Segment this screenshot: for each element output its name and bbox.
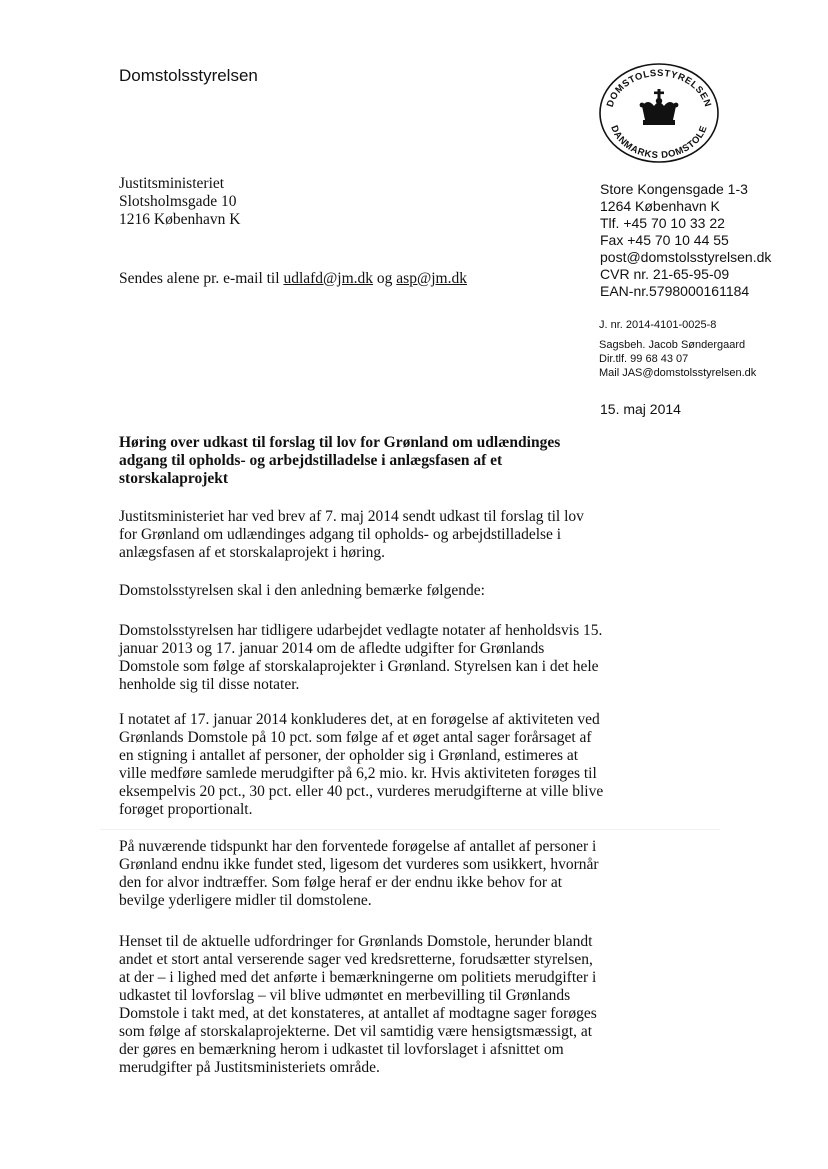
delivery-joiner: og bbox=[373, 270, 397, 287]
body-paragraph: Domstolsstyrelsen har tidligere udarbejdet vedlagte notater af henholdsvis 15. januar 2013 og 17. januar 2014 om de afledte udgifter for Grønlands Domstole som følge af storskalaprojekter i Grønland. Styrelsen kan i det hele henholde sig til disse notater. bbox=[119, 622, 603, 693]
body-paragraph: I notatet af 17. januar 2014 konkluderes det, at en forøgelse af aktiviteten ved Grønlands Domstole på 10 pct. som følge af et øget antal sager forårsaget af en stigning i antallet af personer, der opholder sig i Grønland, estimeres at ville medføre samlede merudgifter på 6,2 mio. kr. Hvis aktiviteten forøges til eksempelvis 20 pct., 30 pct. eller 40 pct., vurderes merudgifterne at ville blive forøget proportionalt. bbox=[119, 711, 604, 818]
contact-line: EAN-nr.5798000161184 bbox=[600, 283, 750, 299]
contact-line: Store Kongensgade 1-3 bbox=[600, 181, 748, 197]
recipient-address bbox=[119, 175, 240, 229]
recipient-line: 1216 København K bbox=[119, 211, 241, 228]
caseworker: Sagsbeh. Jacob Søndergaard bbox=[599, 339, 746, 351]
contact-line: post@domstolsstyrelsen.dk bbox=[600, 249, 772, 265]
sender-name: Domstolsstyrelsen bbox=[119, 66, 258, 85]
direct-phone: Dir.tlf. 99 68 43 07 bbox=[599, 353, 689, 365]
email-link-udlafd[interactable]: udlafd@jm.dk bbox=[283, 270, 374, 287]
svg-text:DOMSTOLSSTYRELSEN: DOMSTOLSSTYRELSEN bbox=[604, 67, 714, 109]
email-link-asp[interactable]: asp@jm.dk bbox=[396, 270, 467, 287]
caseworker-mail: Mail JAS@domstolsstyrelsen.dk bbox=[599, 367, 757, 379]
contact-line: Tlf. +45 70 10 33 22 bbox=[600, 215, 725, 231]
journal-number: J. nr. 2014-4101-0025-8 bbox=[599, 319, 717, 331]
body-paragraph: Justitsministeriet har ved brev af 7. maj 2014 sendt udkast til forslag til lov for Grønland om udlændinges adgang til opholds- og arbejdstilladelse i anlægsfasen af et storskalaprojekt i høring. bbox=[119, 508, 584, 561]
recipient-line: Slotsholmsgade 10 bbox=[119, 193, 237, 210]
delivery-prefix: Sendes alene pr. e-mail til bbox=[119, 270, 284, 287]
delivery-note bbox=[119, 270, 467, 288]
contact-line: Fax +45 70 10 44 55 bbox=[600, 232, 729, 248]
crown-icon bbox=[640, 89, 679, 125]
scan-artifact-line bbox=[100, 829, 720, 830]
contact-line: 1264 København K bbox=[600, 198, 720, 214]
body-paragraph: På nuværende tidspunkt har den forventede forøgelse af antallet af personer i Grønland endnu ikke fundet sted, ligesom det vurderes som usikkert, hvornår den for alvor indtræffer. Som følge heraf er der endnu ikke behov for at bevilge yderligere midler til domstolene. bbox=[119, 838, 599, 909]
sender-contact-block bbox=[600, 181, 771, 300]
recipient-line: Justitsministeriet bbox=[119, 175, 225, 192]
case-meta bbox=[599, 318, 756, 380]
contact-line: CVR nr. 21-65-95-09 bbox=[600, 266, 730, 282]
svg-text:DANMARKS DOMSTOLE: DANMARKS DOMSTOLE bbox=[608, 123, 710, 162]
body-paragraph: Henset til de aktuelle udfordringer for Grønlands Domstole, herunder blandt andet et stort antal verserende sager ved kredsretterne, forudsætter styrelsen, at der – i lighed med det anførte i bemærkningerne om politiets merudgifter i udkastet til lovforslag – vil blive udmøntet en merbevilling til Grønlands Domstole i takt med, at det konstateres, at antallet af modtagne sager forøges som følge af storskalaprojekterne. Det vil samtidig være hensigtsmæssigt, at der gøres en bemærkning herom i udkastet til lovforslaget i afsnittet om merudgifter på Justitsministeriets område. bbox=[119, 933, 597, 1076]
letter-date: 15. maj 2014 bbox=[600, 401, 681, 417]
letter-subject: Høring over udkast til forslag til lov for Grønland om udlændinges adgang til opholds- og arbejdstilladelse i anlægsfasen af et storskalaprojekt bbox=[119, 434, 561, 487]
domstolsstyrelsen-seal bbox=[598, 62, 720, 164]
body-paragraph: Domstolsstyrelsen skal i den anledning bemærke følgende: bbox=[119, 582, 485, 599]
